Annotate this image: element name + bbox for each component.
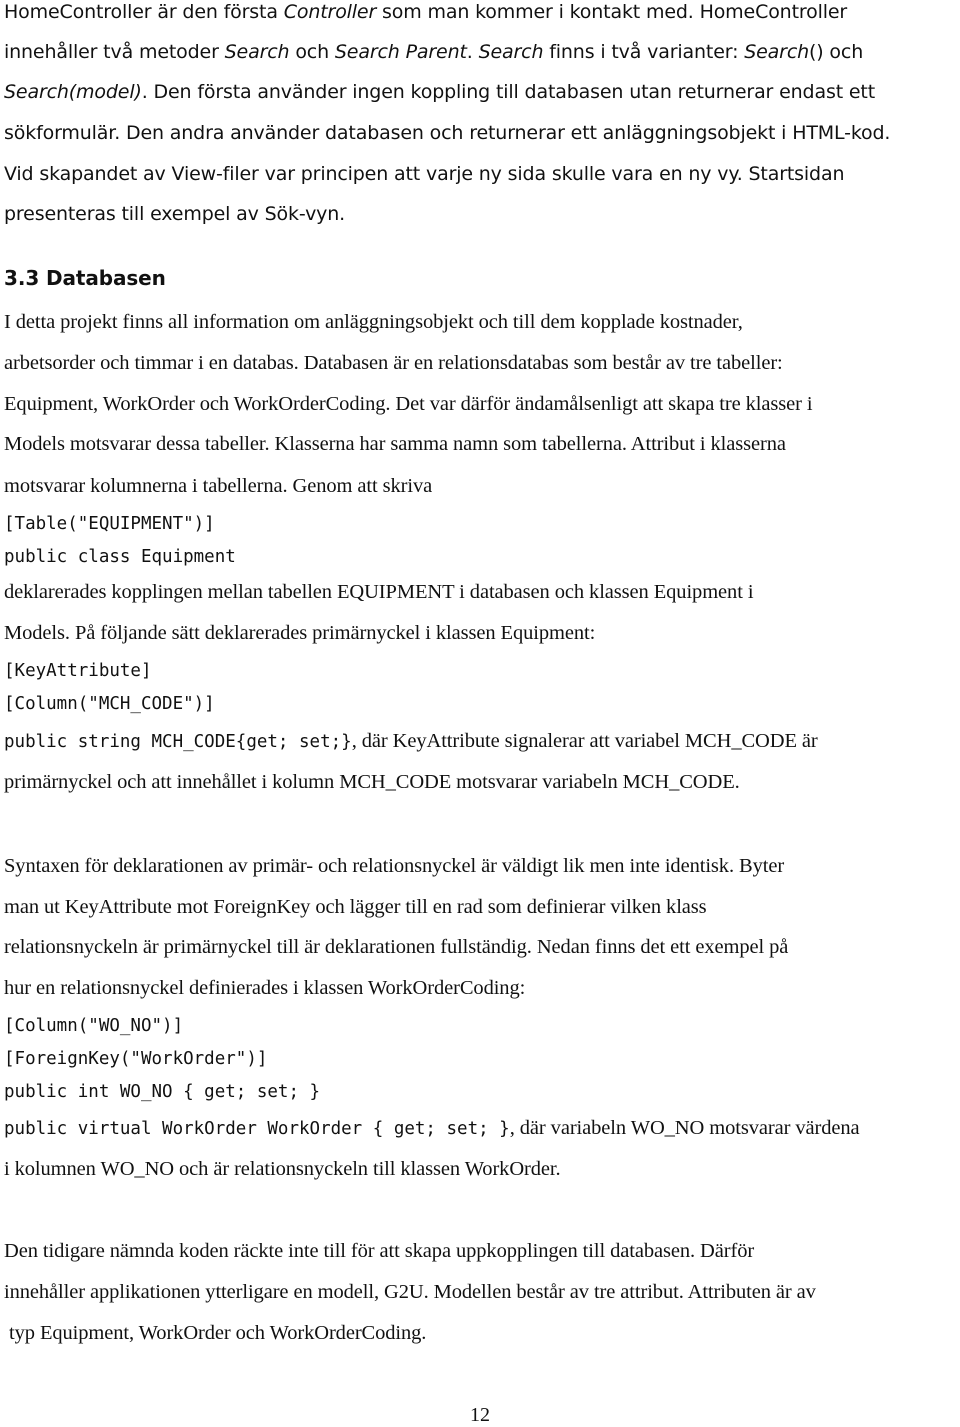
text-run: innehåller två metoder (4, 41, 225, 63)
text-run: HomeController är den första (4, 1, 284, 23)
paragraph-4-line-3: typ Equipment, WorkOrder och WorkOrderCoding. (4, 1322, 427, 1344)
text-run: , där KeyAttribute signalerar att variabel MCH_CODE är (351, 730, 818, 752)
text-run: , där variabeln WO_NO motsvarar värdena (509, 1117, 860, 1139)
section-line-3: Equipment, WorkOrder och WorkOrderCoding. Det var därför ändamålsenligt att skapa tre klasser i (4, 393, 813, 415)
code-line: [Column("WO_NO")] (4, 1016, 184, 1036)
section-line-5: motsvarar kolumnerna i tabellerna. Genom att skriva (4, 475, 433, 497)
text-run-italic: Search (744, 41, 810, 63)
page-number: 12 (470, 1404, 490, 1426)
section-line-1: I detta projekt finns all information om anläggningsobjekt och till dem kopplade kostnader, (4, 311, 743, 333)
paragraph-1-line-6: presenteras till exempel av Sök-vyn. (4, 203, 346, 225)
text-run-italic: Search (224, 41, 290, 63)
text-run: som man kommer i kontakt med. HomeController (376, 1, 848, 23)
text-run: . (466, 41, 479, 63)
code-line: public class Equipment (4, 547, 236, 567)
paragraph-1-line-3 (4, 80, 875, 104)
text-run-italic: Search Parent (334, 41, 467, 63)
code-line: [Table("EQUIPMENT")] (4, 514, 215, 534)
section-line-7: Models. På följande sätt deklarerades primärnyckel i klassen Equipment: (4, 622, 596, 644)
paragraph-1-line-5: Vid skapandet av View-filer var principen att varje ny sida skulle vara en ny vy. Startsidan (4, 163, 845, 185)
paragraph-4-line-2: innehåller applikationen ytterligare en modell, G2U. Modellen består av tre attribut. Attributen är av (4, 1281, 816, 1303)
section-line-6: deklarerades kopplingen mellan tabellen EQUIPMENT i databasen och klassen Equipment i (4, 581, 754, 603)
section-line-4: Models motsvarar dessa tabeller. Klasserna har samma namn som tabellerna. Attribut i klasserna (4, 433, 786, 455)
paragraph-3-line-6: i kolumnen WO_NO och är relationsnyckeln till klassen WorkOrder. (4, 1158, 561, 1180)
paragraph-1-line-4: sökformulär. Den andra använder databasen och returnerar ett anläggningsobjekt i HTML-kod. (4, 122, 891, 144)
text-run: () och (809, 41, 864, 63)
code-line: [Column("MCH_CODE")] (4, 694, 215, 714)
paragraph-1-line-2 (4, 40, 863, 64)
code-line: [ForeignKey("WorkOrder")] (4, 1049, 268, 1069)
inline-code: public string MCH_CODE{get; set;} (4, 732, 352, 752)
section-line-9: primärnyckel och att innehållet i kolumn MCH_CODE motsvarar variabeln MCH_CODE. (4, 771, 740, 793)
text-run: och (289, 41, 335, 63)
text-run-italic: Search(model) (4, 81, 142, 103)
code-line: [KeyAttribute] (4, 661, 152, 681)
paragraph-3-line-2: man ut KeyAttribute mot ForeignKey och lägger till en rad som definierar vilken klass (4, 896, 707, 918)
paragraph-4-line-1: Den tidigare nämnda koden räckte inte till för att skapa uppkopplingen till databasen. Därför (4, 1240, 755, 1262)
paragraph-3-line-4: hur en relationsnyckel definierades i klassen WorkOrderCoding: (4, 977, 526, 999)
code-line: public int WO_NO { get; set; } (4, 1082, 321, 1102)
section-heading: 3.3 Databasen (4, 266, 166, 290)
paragraph-3-line-5 (4, 1116, 860, 1141)
text-run: . Den första använder ingen koppling till databasen utan returnerar endast ett (141, 81, 876, 103)
paragraph-3-line-1: Syntaxen för deklarationen av primär- och relationsnyckel är väldigt lik men inte identisk. Byter (4, 855, 785, 877)
section-line-8 (4, 729, 818, 754)
text-run: finns i två varianter: (543, 41, 745, 63)
paragraph-1-line-1 (4, 0, 847, 24)
text-run-italic: Controller (283, 1, 377, 23)
paragraph-3-line-3: relationsnyckeln är primärnyckel till är deklarationen fullständig. Nedan finns det ett exempel på (4, 936, 789, 958)
section-line-2: arbetsorder och timmar i en databas. Databasen är en relationsdatabas som består av tre tabeller: (4, 352, 783, 374)
inline-code: public virtual WorkOrder WorkOrder { get; set; } (4, 1119, 510, 1139)
text-run-italic: Search (478, 41, 544, 63)
